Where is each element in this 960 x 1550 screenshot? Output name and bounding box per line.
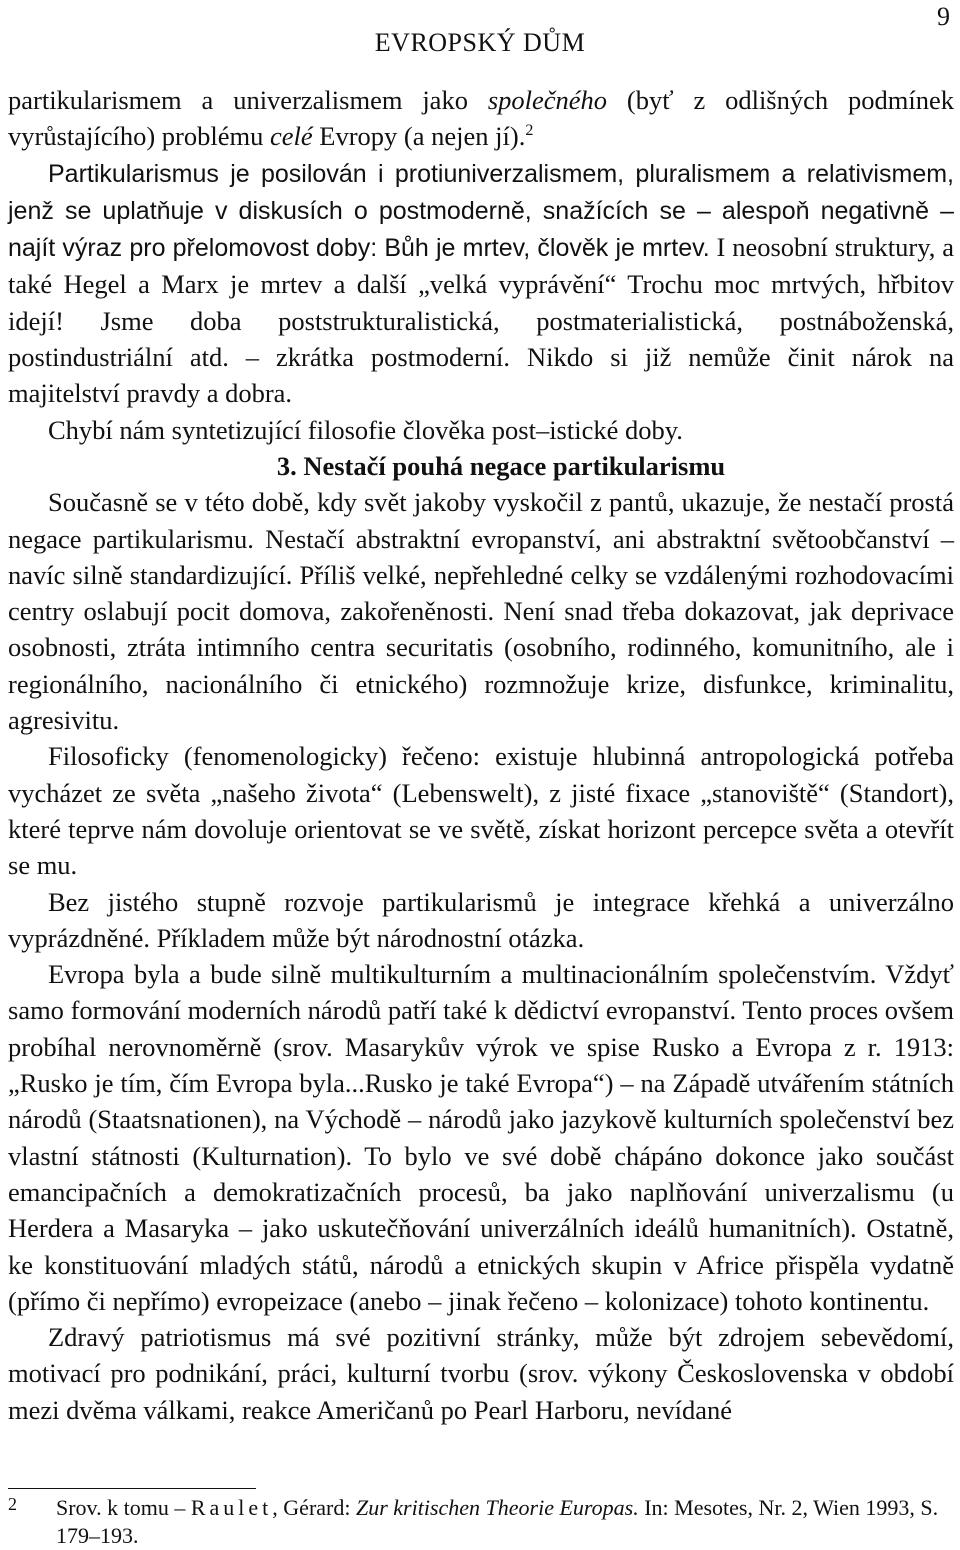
footnote-title: Zur kritischen Theorie Europas. [355, 1495, 639, 1520]
footnote-reference: 2 [525, 122, 534, 140]
p1-italic-a: společného [487, 85, 608, 115]
footnote-mark: 2 [8, 1494, 17, 1514]
footnote-author-rest: , Gérard: [272, 1495, 356, 1520]
page-number: 9 [937, 2, 950, 31]
footnote-author: Raulet [190, 1495, 273, 1520]
paragraph-6: Bez jistého stupně rozvoje partikularismů je integrace křehká a univerzálno vyprázdněné. Příkladem může být národnostní otázka. [8, 886, 954, 953]
p1-text-b: (byť z odlišných podmínek vyrůstajícího) problému [8, 85, 955, 152]
footnote-pre: Srov. k tomu – [56, 1495, 191, 1520]
body-text [8, 82, 954, 1428]
paragraph-3: Chybí nám syntetizující filosofie člověka post–istické doby. [48, 414, 683, 445]
footnote-divider [8, 1488, 256, 1489]
paragraph-7: Evropa byla a bude silně multikulturním a multinacionálním společenstvím. Vždyť samo formování moderních národů patří také k dědictví evropanství. Tento proces ovšem probíhal nerovnoměrně (srov. Masarykův výrok ve spise Rusko a Evropa z r. 1913: „Rusko je tím, čím Evropa byla...Rusko je také Evropa“) – na Západě utvářením státních národů (Staatsnationen), na Východě – národů jako jazykově kulturních společenství bez vlastní státnosti (Kulturnation). To bylo ve své době chápáno dokonce jako součást emancipačních a demokratizačních procesů, ba jako naplňování univerzalismu (u Herdera a Masaryka – jako uskutečňování univerzálních ideálů humanitních). Ostatně, ke konstituování mladých států, národů a etnických skupin v Africe přispěla vydatně (přímo či nepřímo) evropeizace (anebo – jinak řečeno – kolonizace) tohoto kontinentu. [8, 959, 954, 1316]
section-heading: 3. Nestačí pouhá negace partikularismu [276, 450, 726, 481]
paragraph-5: Filosoficky (fenomenologicky) řečeno: existuje hlubinná antropologická potřeba vycházet ze světa „našeho života“ (Lebenswelt), z jisté fixace „stanoviště“ (Standort), které teprve nám dovoluje orientovat se ve světě, získat horizont percepce světa a otevřít se mu. [8, 741, 954, 881]
p2-sans-text: Partikularismus je posilován i protiuniverzalismem, pluralismem a relativismem, jenž se uplatňuje v diskusích o postmoderně, snažících se – alespoň negativně – najít výraz pro přelomovost doby: Bůh je mrtev, člověk je mrtev. [8, 159, 954, 263]
p2-serif-text: I neosobní struktury, a také Hegel a Marx je mrtev a další „velká vyprávění“ Trochu moc mrtvých, hřbitov idejí! Jsme doba poststrukturalistická, postmaterialistická, postnáboženská, postindustriální atd. – zkrátka postmoderní. Nikdo si již nemůže činit nárok na majitelství pravdy a dobra. [8, 232, 954, 409]
paragraph-8: Zdravý patriotismus má své pozitivní stránky, může být zdrojem sebevědomí, motivací pro podnikání, práci, kulturní tvorbu (srov. výkony Československa v období mezi dvěma válkami, reakce Američanů po Pearl Harboru, nevídané [8, 1322, 954, 1425]
paragraph-2 [8, 155, 954, 412]
running-head: EVROPSKÝ DŮM [374, 28, 586, 57]
footnote-text [56, 1494, 954, 1550]
p1-text-c: Evropy (a nejen jí). [312, 121, 526, 152]
paragraph-4: Současně se v této době, kdy svět jakoby vyskočil z pantů, ukazuje, že nestačí prostá negace partikularismu. Nestačí abstraktní evropanství, ani abstraktní světoobčanství – navíc silně standardizující. Příliš velké, nepřehledné celky se vzdálenými rozhodovacími centry oslabují pocit domova, zakořeněnosti. Není snad třeba dokazovat, jak deprivace osobnosti, ztráta intimního centra securitatis (osobního, rodinného, komunitního, ale i regionálního, nacionálního či etnického) rozmnožuje krize, disfunkce, kriminalitu, agresivitu. [8, 487, 954, 736]
p1-text-a: partikularismem a univerzalismem jako [8, 85, 488, 115]
paragraph-1 [8, 82, 954, 155]
p1-italic-b: celé [270, 121, 313, 152]
footnote-post: In: Mesotes, Nr. 2, Wien 1993, S. 179–193. [56, 1495, 939, 1548]
footnote [8, 1494, 954, 1550]
